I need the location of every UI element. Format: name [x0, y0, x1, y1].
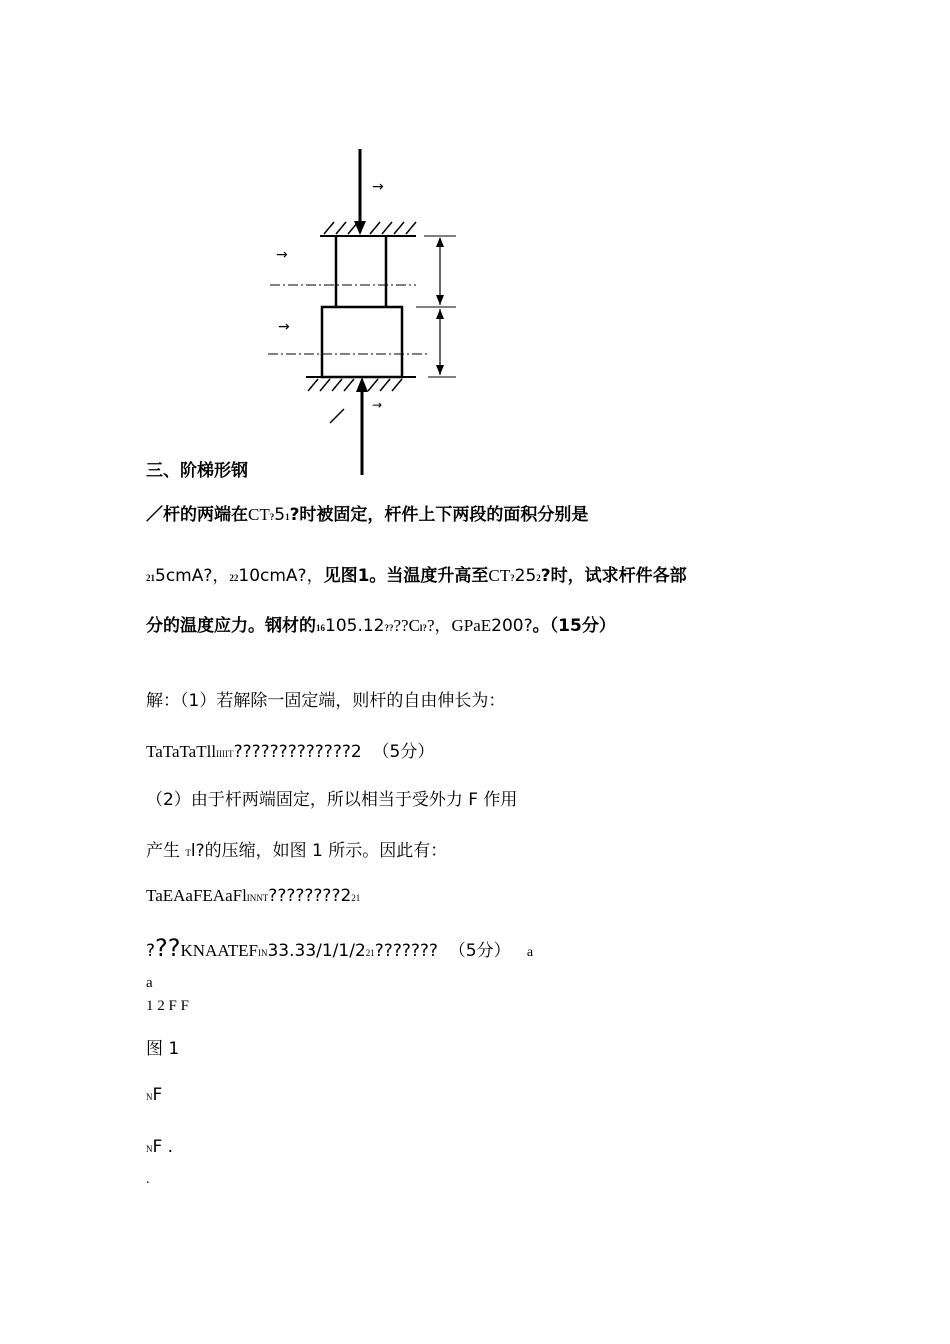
- bottom-arrow-mark: →: [372, 398, 383, 412]
- subscript: 21: [351, 893, 361, 903]
- subscript: 21: [146, 573, 155, 583]
- value: ??C: [393, 616, 420, 635]
- top-arrow-mark: →: [372, 179, 384, 195]
- subscript: IIIIT: [216, 749, 234, 759]
- formula: TaEAaFEAaFl: [146, 886, 247, 905]
- formula: TaTaTaTll: [146, 742, 217, 761]
- formula: ???????: [374, 941, 438, 961]
- solution-line-6: [146, 934, 533, 962]
- upper-section-arrow: →: [276, 247, 288, 263]
- formula: ?: [146, 941, 156, 961]
- value: ?，GPaE: [426, 616, 492, 635]
- value: 200?: [491, 616, 533, 636]
- formula: ????????2: [268, 886, 352, 906]
- force-f: F .: [152, 1137, 174, 1157]
- bottom-force-arrowhead: [356, 377, 368, 392]
- subscript: 16: [316, 623, 325, 633]
- formula: 33.33/1/1/2: [267, 941, 366, 961]
- text: ?时被固定，杆件上下两段的面积分别是: [289, 505, 589, 525]
- bottom-slash-mark: [330, 409, 344, 423]
- score: （5分）: [448, 941, 511, 961]
- trailing-dot: .: [146, 1172, 150, 1187]
- solution-line-2: [146, 737, 434, 762]
- subscript: ?: [510, 573, 515, 583]
- problem-line-3: [146, 611, 616, 636]
- force-label-1: [146, 1085, 162, 1105]
- value: 5: [274, 505, 286, 525]
- solution-line-8: 1 2 F F: [146, 998, 189, 1014]
- solution-line-7: a: [146, 975, 153, 991]
- subscript: T: [185, 848, 191, 858]
- subscript: N: [146, 1144, 153, 1154]
- top-fixed-support: [320, 222, 416, 236]
- formula: ??: [155, 934, 181, 962]
- lower-section-arrow: →: [278, 319, 290, 335]
- slash-glyph: ／: [146, 505, 163, 525]
- text: 。当温度升高至: [369, 566, 489, 586]
- figure-caption: 图 1: [146, 1039, 180, 1059]
- problem-line-2: [146, 561, 687, 586]
- ct-symbol: CT: [488, 566, 511, 585]
- subscript: ??: [384, 623, 394, 633]
- area-1: 5cmA?，: [155, 566, 230, 586]
- force-f: F: [152, 1085, 163, 1105]
- subscript: 1: [285, 512, 290, 522]
- top-force-arrowhead: [354, 221, 366, 235]
- area-2: 10cmA?，: [238, 566, 324, 586]
- text: ?时，试求杆件各部: [540, 566, 687, 586]
- subscript: 22: [229, 573, 239, 583]
- formula: KNAATEF: [180, 941, 258, 960]
- upper-segment: [336, 236, 386, 307]
- dimension-lines: [416, 236, 456, 377]
- solution-line-5: [146, 886, 360, 906]
- stepped-bar-figure: [260, 145, 470, 480]
- text: 见图: [323, 566, 358, 586]
- problem-line-1: [146, 500, 588, 525]
- label-a: a: [526, 945, 534, 960]
- subscript: l?: [419, 623, 427, 633]
- subscript: IN: [257, 948, 268, 958]
- text: l?的压缩，如图 1 所示。因此有：: [190, 841, 448, 861]
- score: 15: [558, 616, 582, 636]
- text: 分的温度应力。钢材的: [146, 616, 316, 636]
- subscript: 2: [536, 573, 541, 583]
- value: 25: [514, 566, 537, 586]
- solution-line-1: 解：（1）若解除一固定端，则杆的自由伸长为：: [146, 691, 506, 711]
- subscript: 21: [365, 948, 375, 958]
- text: 。（: [532, 616, 559, 636]
- subscript: N: [146, 1092, 153, 1102]
- text: 杆的两端在: [163, 505, 248, 525]
- score: （5分）: [372, 742, 435, 762]
- text: 产生: [146, 841, 180, 861]
- subscript: INNT: [246, 893, 269, 903]
- solution-line-4: [146, 836, 447, 861]
- subscript: ?: [269, 512, 275, 522]
- value: 105.12: [325, 616, 385, 636]
- formula: ?????????????2: [233, 742, 362, 762]
- lower-segment: [322, 307, 402, 377]
- section-title: 三、阶梯形钢: [146, 461, 248, 481]
- force-label-2: [146, 1137, 173, 1157]
- text: 分）: [581, 616, 616, 636]
- solution-line-3: （2）由于杆两端固定，所以相当于受外力 F 作用: [146, 790, 518, 810]
- ct-symbol: CT: [248, 505, 270, 524]
- fig-ref: 1: [357, 566, 370, 586]
